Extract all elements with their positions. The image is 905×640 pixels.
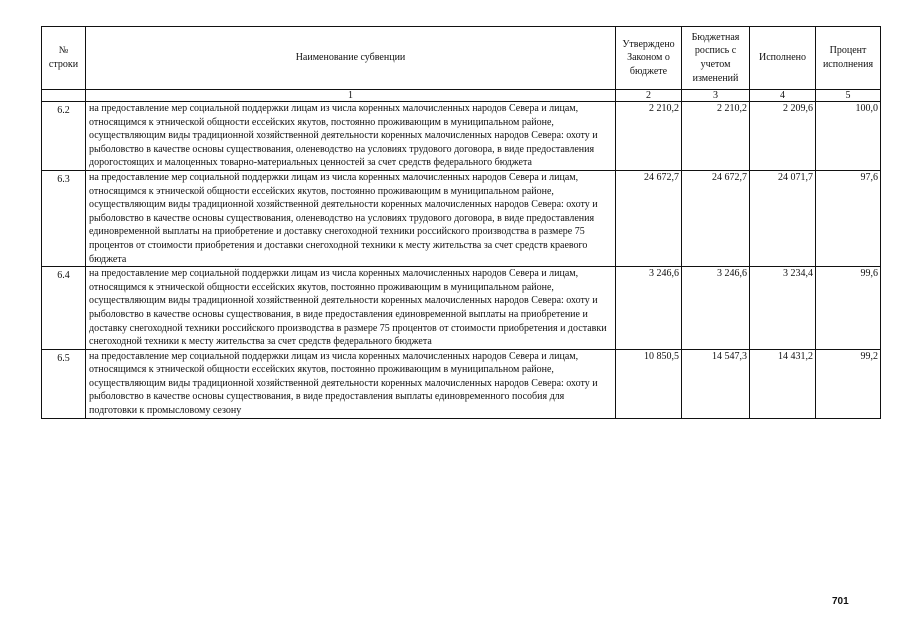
percent-value: 99,6	[816, 267, 881, 350]
subvention-description: на предоставление мер социальной поддержки лицам из числа коренных малочисленных народов Севера и лицам, относящимся к этнической общности ессейских якутов, постоянно проживающим в муниципальном районе, осуществляющим виды традиционной хозяйственной деятельности коренных малочисленных народов Севера: охоту и рыболовство в качестве основы существования, оленеводство на условиях трудового договора, в виде предоставления дорогостоящих и малоценных товарно-материальных ценностей за счет средств федерального бюджета	[86, 102, 616, 171]
table-header-row	[42, 27, 881, 90]
row-number: 6.4	[42, 267, 86, 350]
budget-value: 2 210,2	[682, 102, 750, 171]
table-row	[42, 102, 881, 171]
header-budget-schedule: Бюджетная роспись с учетом изменений	[682, 27, 750, 90]
subvention-description: на предоставление мер социальной поддержки лицам из числа коренных малочисленных народов Севера и лицам, относящимся к этнической общности ессейских якутов, постоянно проживающим в муниципальном районе, осуществляющим виды традиционной хозяйственной деятельности коренных малочисленных народов Севера: охоту и рыболовство в качестве основы существования, в виде предоставления выплаты единовременного пособия для подготовки к промысловому сезону	[86, 349, 616, 418]
column-number: 2	[616, 90, 682, 102]
column-number: 4	[750, 90, 816, 102]
header-executed: Исполнено	[750, 27, 816, 90]
row-number: 6.2	[42, 102, 86, 171]
executed-value: 3 234,4	[750, 267, 816, 350]
header-percent: Процент исполнения	[816, 27, 881, 90]
budget-value: 14 547,3	[682, 349, 750, 418]
column-number-row	[42, 90, 881, 102]
approved-value: 3 246,6	[616, 267, 682, 350]
column-number: 1	[86, 90, 616, 102]
page-number: 701	[832, 596, 849, 607]
column-number: 3	[682, 90, 750, 102]
budget-value: 3 246,6	[682, 267, 750, 350]
column-number-blank	[42, 90, 86, 102]
table-row	[42, 349, 881, 418]
budget-value: 24 672,7	[682, 170, 750, 266]
header-approved: Утверждено Законом о бюджете	[616, 27, 682, 90]
table-row	[42, 267, 881, 350]
table-row	[42, 170, 881, 266]
row-number: 6.3	[42, 170, 86, 266]
executed-value: 2 209,6	[750, 102, 816, 171]
executed-value: 14 431,2	[750, 349, 816, 418]
approved-value: 24 672,7	[616, 170, 682, 266]
row-number: 6.5	[42, 349, 86, 418]
percent-value: 100,0	[816, 102, 881, 171]
subvention-description: на предоставление мер социальной поддержки лицам из числа коренных малочисленных народов Севера и лицам, относящимся к этнической общности ессейских якутов, постоянно проживающим в муниципальном районе, осуществляющим виды традиционной хозяйственной деятельности коренных малочисленных народов Севера: охоту и рыболовство в качестве основы существования, в виде предоставления единовременной выплаты на приобретение и доставку снегоходной техники российского производства в размере 75 процентов от стоимости приобретения и доставки снегоходной техники к месту жительства за счет средств федерального бюджета	[86, 267, 616, 350]
approved-value: 2 210,2	[616, 102, 682, 171]
percent-value: 99,2	[816, 349, 881, 418]
percent-value: 97,6	[816, 170, 881, 266]
header-row-number: № строки	[42, 27, 86, 90]
subvention-description: на предоставление мер социальной поддержки лицам из числа коренных малочисленных народов Севера и лицам, относящимся к этнической общности ессейских якутов, постоянно проживающим в муниципальном районе, осуществляющим виды традиционной хозяйственной деятельности коренных малочисленных народов Севера: охоту и рыболовство в качестве основы существования, оленеводство на условиях трудового договора, в виде предоставления единовременной выплаты на приобретение и доставку снегоходной техники российского производства в размере 75 процентов от стоимости приобретения и доставки снегоходной техники к месту жительства за счет средств краевого бюджета	[86, 170, 616, 266]
executed-value: 24 071,7	[750, 170, 816, 266]
approved-value: 10 850,5	[616, 349, 682, 418]
header-subvention-name: Наименование субвенции	[86, 27, 616, 90]
column-number: 5	[816, 90, 881, 102]
subvention-table	[41, 26, 881, 419]
